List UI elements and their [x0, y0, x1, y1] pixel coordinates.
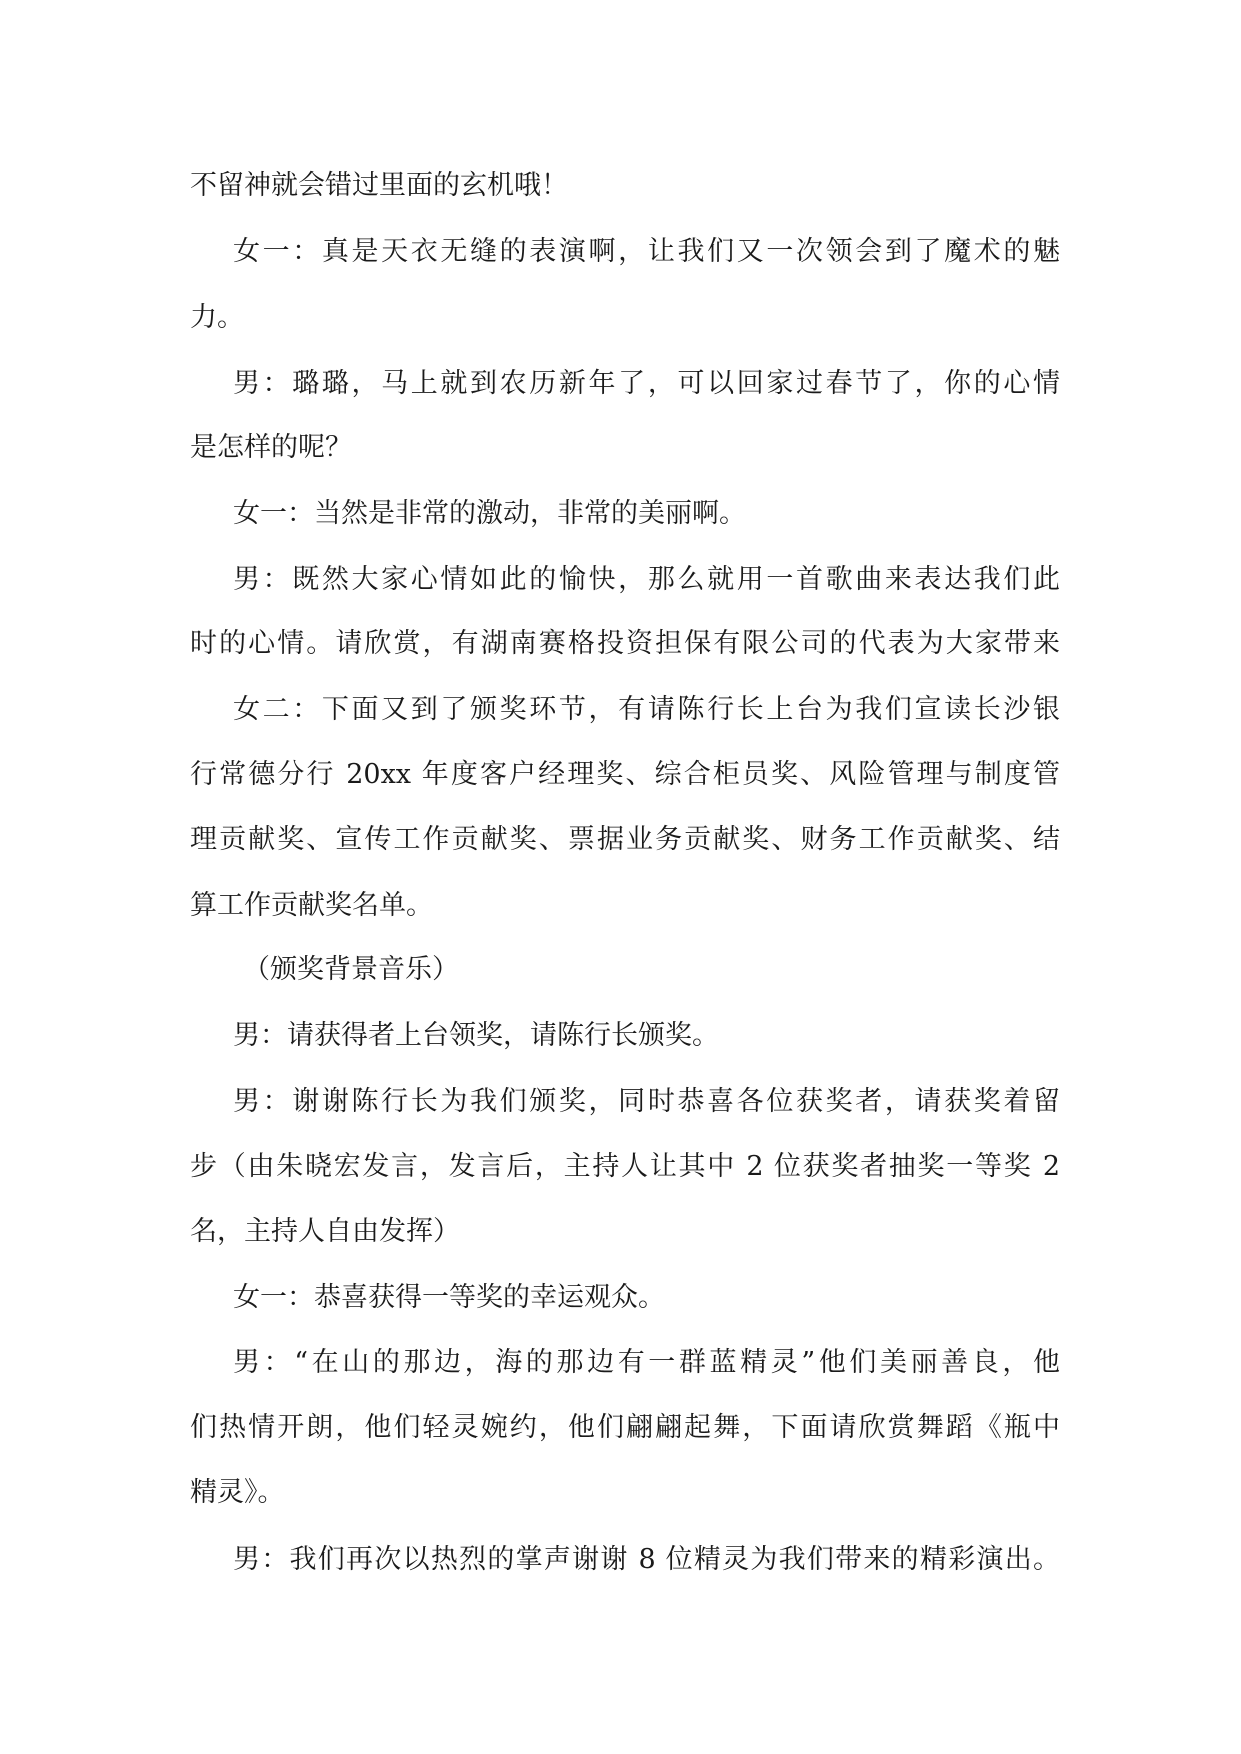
text-line: 不留神就会错过里面的玄机哦！ [190, 170, 568, 201]
text-line: 是怎样的呢？ [190, 432, 352, 463]
text-line: 男：璐璐，马上就到农历新年了，可以回家过春节了，你的心情 [233, 368, 1060, 399]
text-line: 理贡献奖、宣传工作贡献奖、票据业务贡献奖、财务工作贡献奖、结 [190, 824, 1060, 855]
text-line: 力。 [190, 302, 244, 333]
stage-direction: （颁奖背景音乐） [243, 954, 459, 985]
text-line: 男：请获得者上台领奖，请陈行长颁奖。 [233, 1020, 719, 1051]
text-line: 行常德分行 20xx 年度客户经理奖、综合柜员奖、风险管理与制度管 [190, 759, 1060, 790]
text-line: 女一：恭喜获得一等奖的幸运观众。 [233, 1282, 665, 1313]
text-line: 女二：下面又到了颁奖环节，有请陈行长上台为我们宣读长沙银 [233, 694, 1060, 725]
text-line: 男：“在山的那边，海的那边有一群蓝精灵”他们美丽善良，他 [233, 1347, 1060, 1378]
text-line: 们热情开朗，他们轻灵婉约，他们翩翩起舞，下面请欣赏舞蹈《瓶中 [190, 1412, 1060, 1443]
text-line: 男：我们再次以热烈的掌声谢谢 8 位精灵为我们带来的精彩演出。 [233, 1544, 1060, 1575]
text-line: 时的心情。请欣赏，有湖南赛格投资担保有限公司的代表为大家带来 [190, 628, 1060, 659]
text-line: 女一：当然是非常的激动，非常的美丽啊。 [233, 498, 746, 529]
text-line: 男：既然大家心情如此的愉快，那么就用一首歌曲来表达我们此 [233, 564, 1060, 595]
text-line: 名，主持人自由发挥） [190, 1216, 460, 1247]
text-line: 女一：真是天衣无缝的表演啊，让我们又一次领会到了魔术的魅 [233, 236, 1060, 267]
text-line: 算工作贡献奖名单。 [190, 890, 433, 921]
text-line: 步（由朱晓宏发言，发言后，主持人让其中 2 位获奖者抽奖一等奖 2 [190, 1151, 1060, 1182]
text-line: 精灵》。 [190, 1477, 285, 1508]
text-line: 男：谢谢陈行长为我们颁奖，同时恭喜各位获奖者，请获奖着留 [233, 1086, 1060, 1117]
